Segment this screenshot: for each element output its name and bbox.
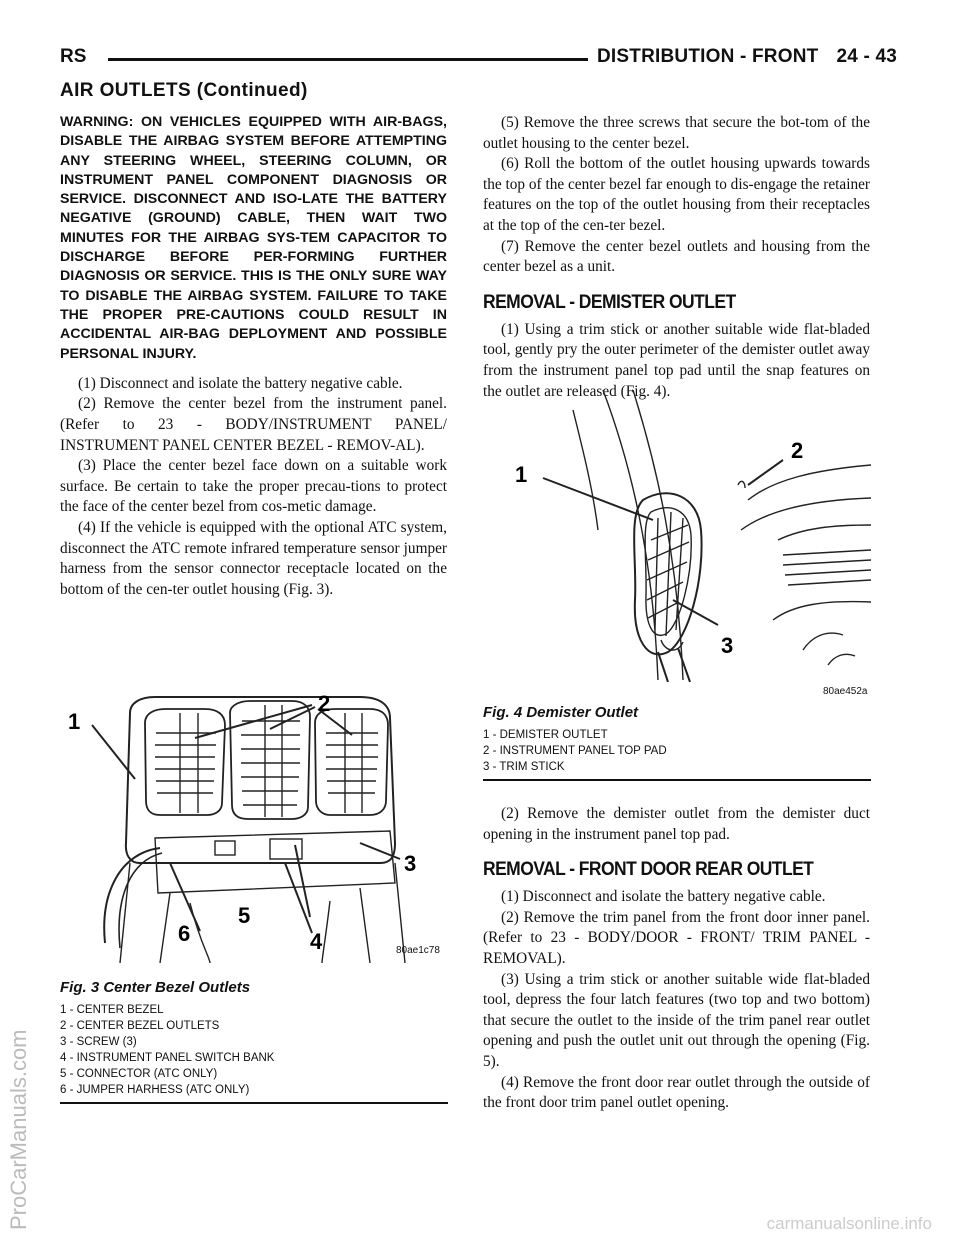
demister-outlet-illustration: [483, 390, 871, 682]
figure-rule: [60, 1102, 448, 1104]
side-watermark: ProCarManuals.com: [6, 1029, 31, 1230]
page-number: 24 - 43: [836, 46, 897, 67]
step-text: (4) If the vehicle is equipped with the optional ATC system, disconnect the ATC remote infrared temperature sensor jumper harness from the sensor connector receptacle located on the bottom of the cen-ter outlet housing (Fig. 3).: [60, 519, 447, 598]
legend-item: 5 - CONNECTOR (ATC ONLY): [60, 1068, 218, 1080]
step-text: (1) Disconnect and isolate the battery negative cable.: [501, 888, 826, 906]
legend-item: 3 - TRIM STICK: [483, 761, 565, 773]
step-text: (3) Place the center bezel face down on a suitable work surface. Be certain to take the proper precau-tions to protect the face of the center bezel from cos-metic damage.: [60, 457, 447, 516]
legend-item: 1 - DEMISTER OUTLET: [483, 729, 608, 741]
legend-item: 2 - CENTER BEZEL OUTLETS: [60, 1020, 220, 1032]
figure-4-code: 80ae452a: [823, 686, 868, 697]
right-column-lower: [483, 804, 870, 1114]
figure-3-code: 80ae1c78: [396, 945, 440, 956]
figure-4-legend: [483, 727, 871, 775]
legend-item: 1 - CENTER BEZEL: [60, 1004, 164, 1016]
legend-item: 3 - SCREW (3): [60, 1036, 137, 1048]
right-column: [483, 113, 870, 402]
header-title-text: DISTRIBUTION - FRONT: [597, 46, 819, 67]
figure-3-callout: 2: [318, 691, 331, 716]
figure-4-callout: 3: [721, 633, 734, 658]
airbag-warning: WARNING: ON VEHICLES EQUIPPED WITH AIR-BAGS, DISABLE THE AIRBAG SYSTEM BEFORE ATTEMPTING ANY STEERING WHEEL, STEERING COLUMN, OR INSTRUMENT PANEL COMPONENT DIAGNOSIS OR SERVICE. DISCONNECT AND ISO-LATE THE BATTERY NEGATIVE (GROUND) CABLE, THEN WAIT TWO MINUTES FOR THE AIRBAG SYS-TEM CAPACITOR TO DISCHARGE BEFORE PER-FORMING FURTHER DIAGNOSIS OR SERVICE. THIS IS THE ONLY SURE WAY TO DISABLE THE AIRBAG SYSTEM. FAILURE TO TAKE THE PROPER PRE-CAUTIONS COULD RESULT IN ACCIDENTAL AIR-BAG DEPLOYMENT AND POSSIBLE PERSONAL INJURY.: [60, 114, 447, 362]
figure-3-callout: 6: [178, 921, 191, 946]
figure-3-callout: 3: [404, 851, 417, 876]
header-rule: [108, 58, 588, 61]
figure-3-caption: Fig. 3 Center Bezel Outlets: [60, 979, 251, 996]
step-text: (2) Remove the demister outlet from the demister duct opening in the instrument panel top pad.: [483, 805, 870, 843]
section-title: AIR OUTLETS (Continued): [60, 80, 308, 101]
figure-4-caption: Fig. 4 Demister Outlet: [483, 704, 639, 721]
door-outlet-heading: REMOVAL - FRONT DOOR REAR OUTLET: [483, 859, 814, 881]
step-text: (7) Remove the center bezel outlets and housing from the center bezel as a unit.: [483, 237, 870, 276]
figure-3-callout: 4: [310, 929, 323, 954]
footer-watermark: carmanualsonline.info: [766, 1214, 932, 1233]
legend-item: 2 - INSTRUMENT PANEL TOP PAD: [483, 745, 667, 757]
step-text: (1) Disconnect and isolate the battery negative cable.: [78, 374, 403, 392]
figure-3-callout: 1: [68, 709, 81, 734]
header-section-code: RS: [60, 46, 87, 67]
figure-4-callout: 1: [515, 462, 528, 487]
figure-4-caption-block: [483, 700, 871, 781]
figure-4: [483, 390, 871, 773]
step-text: (2) Remove the center bezel from the instrument panel. (Refer to 23 - BODY/INSTRUMENT PANEL/ INSTRUMENT PANEL CENTER BEZEL - REMOV-AL).: [60, 395, 447, 454]
figure-rule: [483, 779, 871, 781]
figure-3: [60, 683, 448, 1103]
center-bezel-outlets-illustration: [60, 683, 448, 963]
step-text: (1) Using a trim stick or another suitable wide flat-bladed tool, gently pry the outer perimeter of the demister outlet away from the instrument panel top pad until the snap features on the outlet are released (Fig. 4).: [483, 320, 870, 400]
step-text: (5) Remove the three screws that secure the bot-tom of the outlet housing to the center bezel.: [483, 114, 870, 152]
step-text: (4) Remove the front door rear outlet through the outside of the front door trim panel outlet opening.: [483, 1073, 870, 1112]
step-text: (3) Using a trim stick or another suitable wide flat-bladed tool, depress the four latch features (two top and two bottom) that secure the outlet to the inside of the trim panel rear outlet opening and push the outlet unit out through the opening (Fig. 5).: [483, 970, 870, 1070]
step-text: (6) Roll the bottom of the outlet housing upwards towards the top of the center bezel far enough to dis-engage the retainer features on the top of the outlet housing from their receptacles at the top of the cen-ter bezel.: [483, 155, 870, 234]
step-text: (2) Remove the trim panel from the front door inner panel. (Refer to 23 - BODY/DOOR - FRONT/ TRIM PANEL - REMOVAL).: [483, 908, 870, 967]
header-title: [597, 46, 897, 68]
legend-item: 6 - JUMPER HARHESS (ATC ONLY): [60, 1084, 250, 1096]
figure-3-caption-block: [60, 975, 448, 1104]
left-column: [60, 113, 447, 600]
figure-4-callout: 2: [791, 438, 804, 463]
figure-3-callout: 5: [238, 903, 251, 928]
legend-item: 4 - INSTRUMENT PANEL SWITCH BANK: [60, 1052, 275, 1064]
figure-3-legend: [60, 1002, 448, 1098]
demister-heading: REMOVAL - DEMISTER OUTLET: [483, 291, 736, 313]
